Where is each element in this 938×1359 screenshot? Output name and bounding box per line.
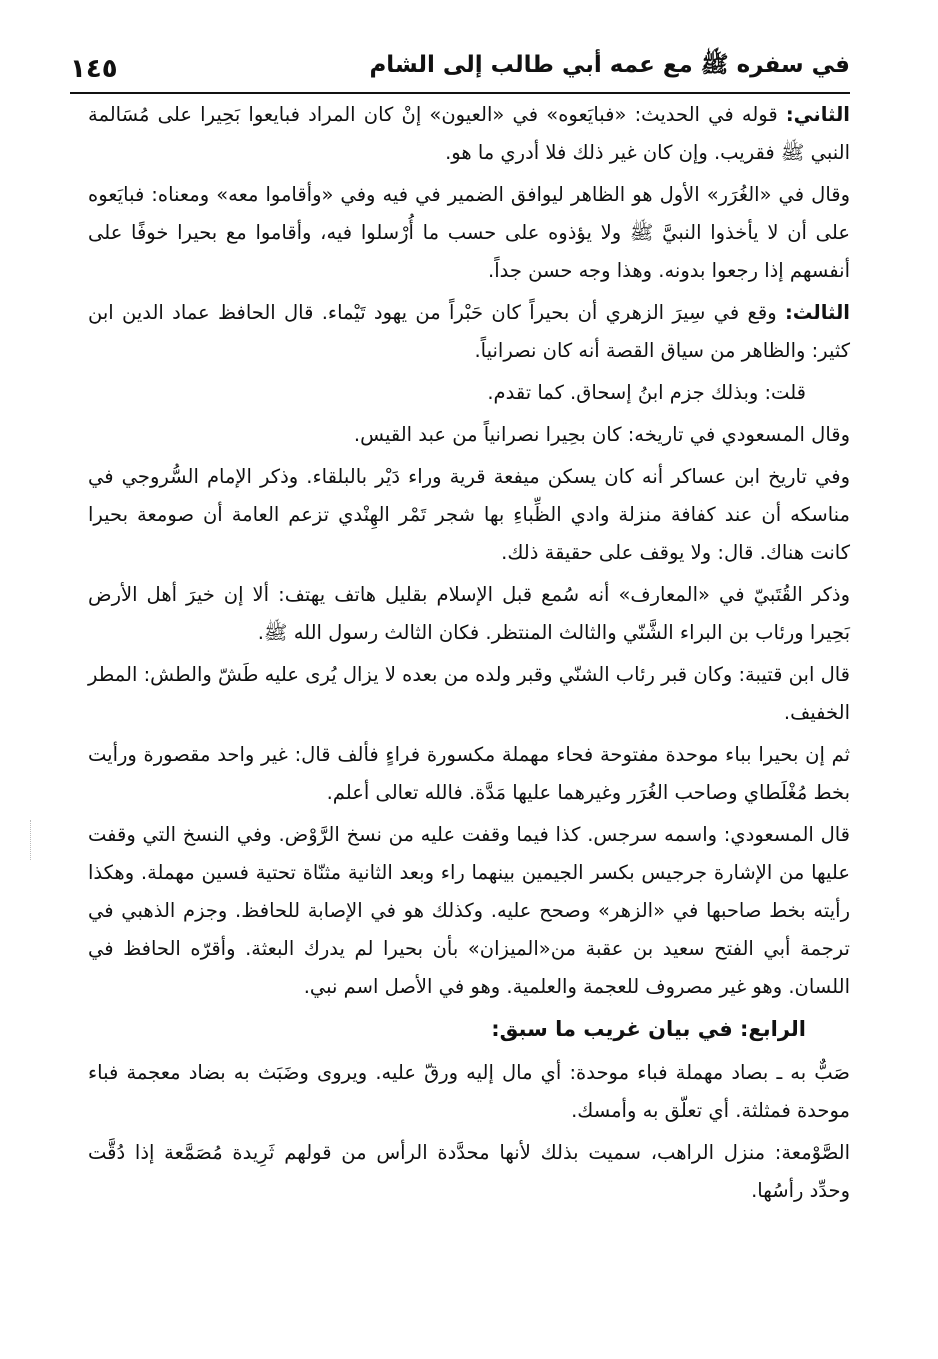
glossary-entry <box>88 1054 850 1130</box>
glossary-text: الصَّوْمعة: منزل الراهب، سميت بذلك لأنها محدَّدة الرأس من قولهم ثَرِيدة مُصَمَّعة إذا دُقَّت وحدِّد رأسُها. <box>88 1141 850 1202</box>
paragraph-text: وقع في سِيرَ الزهري أن بحيراً كان حَبْراً من يهود تَيْماء. قال الحافظ عماد الدين ابن كثير: والظاهر من سياق القصة أنه كان نصرانياً. <box>88 301 850 362</box>
paragraph-lead: الثاني: <box>785 103 850 126</box>
paragraph <box>88 416 850 454</box>
paragraph-text: قال المسعودي: واسمه سرجس. كذا فيما وقفت عليه من نسخ الرَّوْض. وفي النسخ التي وقفت عليها من الإشارة جرجيس بكسر الجيمين بينهما راء وبعد الثانية مثنّاة تحتية فسين مهملة. وهكذا رأيته بخط صاحبها في «الزهر» وصحح عليه. وكذلك هو في الإصابة للحافظ. وجزم الذهبي في ترجمة أبي الفتح سعيد بن عقبة من«الميزان» بأن بحيرا لم يدرك البعثة. وأقرّه الحافظ في اللسان. وهو غير مصروف للعجمة والعلمية. وهو في الأصل اسم نبي. <box>88 823 850 998</box>
section-heading: الرابع: في بيان غريب ما سبق: <box>491 1017 806 1041</box>
glossary-text: صَبٌّ به ـ بصاد مهملة فباء موحدة: أي مال إليه ورقّ عليه. ويروى وضَبَث به بضاد معجمة فباء موحدة فمثلثة. أي تعلّق به وأمسك. <box>88 1061 850 1122</box>
running-title: في سفره ﷺ مع عمه أبي طالب إلى الشام <box>369 52 850 78</box>
paragraph-text: وقال في «الغُرَر» الأول هو الظاهر ليوافق الضمير في فيه وفي «وأقاموا معه» ومعناه: فبايَعوه على أن لا يأخذوا النبيَّ ﷺ ولا يؤذوه على حسب ما أُرْسلوا فيه، وأقاموا مع بحيرا خوفًا على أنفسهم إذا رجعوا بدونه. وهذا وجه حسن جداً. <box>88 183 850 282</box>
paragraph <box>88 576 850 652</box>
paragraph-text: وفي تاريخ ابن عساكر أنه كان يسكن ميفعة قرية وراء دَيْر بالبلقاء. وذكر الإمام السُّروجي في مناسكه أن عند كفافة منزلة وادي الظِّباءِ بها شجر تَمْر الهِنْدي تزعم العامة أن صومعة بحيرا كانت هناك. قال: ولا يوقف على حقيقة ذلك. <box>88 465 850 564</box>
paragraph <box>88 374 850 412</box>
margin-scan-mark <box>30 820 32 860</box>
paragraph-lead: الثالث: <box>784 301 850 324</box>
paragraph-third <box>88 294 850 370</box>
paragraph <box>88 176 850 290</box>
page-header <box>70 40 850 94</box>
glossary-entry <box>88 1134 850 1210</box>
paragraph <box>88 458 850 572</box>
paragraph <box>88 736 850 812</box>
paragraph <box>88 816 850 1006</box>
paragraph <box>88 656 850 732</box>
paragraph-text: قلت: وبذلك جزم ابنُ إسحاق. كما تقدم. <box>487 381 806 404</box>
paragraph-text: وذكر القُتَبيّ في «المعارف» أنه سُمع قبل الإسلام بقليل هاتف يهتف: ألا إن خيرَ أهل الأرض بَحِيرا ورئاب بن البراء الشَّنّي والثالث المنتظر. فكان الثالث رسول الله ﷺ. <box>88 583 850 644</box>
paragraph-text: قوله في الحديث: «فبايَعوه» في «العيون» إنْ كان المراد فبايعوا بَحِيرا على مُسَالمة النبي ﷺ فقريب. وإن كان غير ذلك فلا أدري ما هو. <box>88 103 850 164</box>
paragraph-text: قال ابن قتيبة: وكان قبر رئاب الشنّي وقبر ولده من بعده لا يزال يُرى عليه طَشّ والطش: المطر الخفيف. <box>88 663 850 724</box>
paragraph-text: وقال المسعودي في تاريخه: كان بحِيرا نصرانياً من عبد القيس. <box>353 423 850 446</box>
page-number: ١٤٥ <box>70 54 118 84</box>
paragraph-second <box>88 96 850 172</box>
page-body <box>88 96 850 1214</box>
paragraph-text: ثم إن بحيرا بباء موحدة مفتوحة فحاء مهملة مكسورة فراءٍ فألف قال: غير واحد مقصورة ورأيت بخط مُغْلَطاي وصاحب الغُرَر وغيرهما عليها مَدَّة. فالله تعالى أعلم. <box>88 743 850 804</box>
